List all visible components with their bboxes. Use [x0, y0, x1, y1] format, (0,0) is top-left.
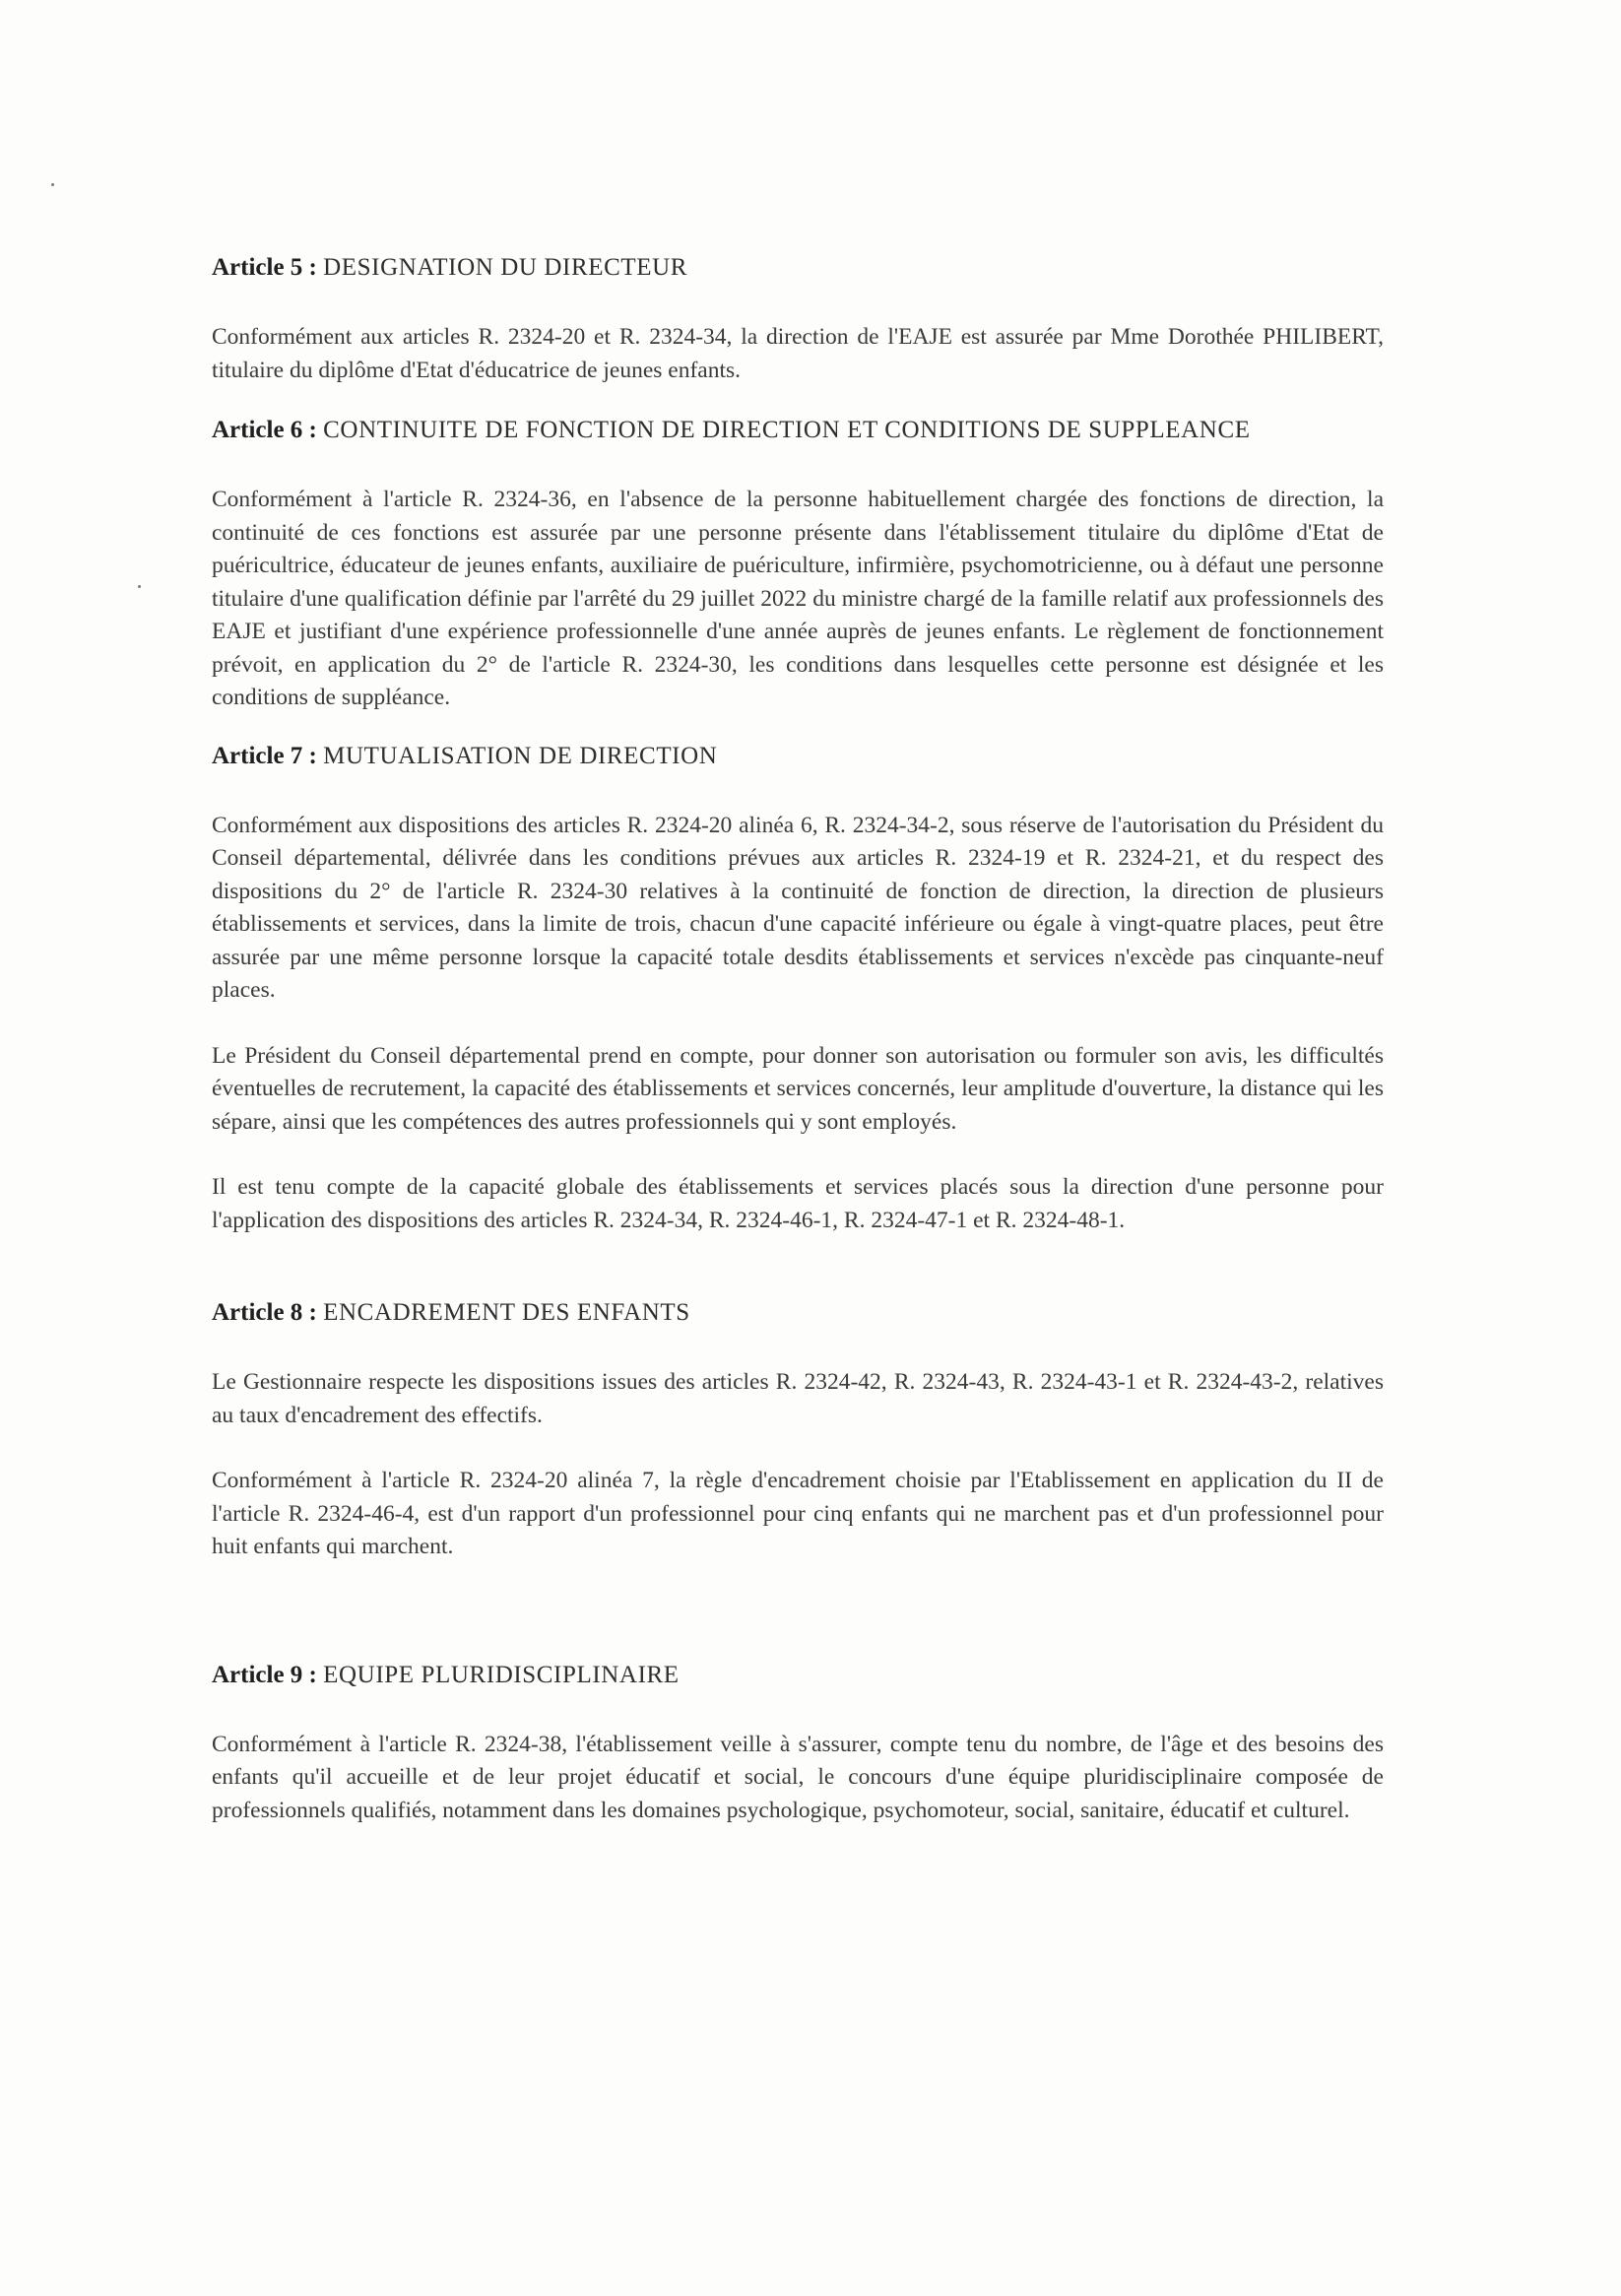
article-title: ENCADREMENT DES ENFANTS: [323, 1299, 690, 1326]
article-heading: [212, 251, 1384, 284]
article-7: [212, 740, 1384, 1238]
article-title: CONTINUITE DE FONCTION DE DIRECTION ET CONDITIONS DE SUPPLEANCE: [323, 417, 1251, 443]
article-number: Article 9 :: [212, 1661, 317, 1688]
article-number: Article 5 :: [212, 254, 317, 281]
article-6: [212, 414, 1384, 715]
article-heading: [212, 414, 1384, 446]
article-paragraph: Conformément aux dispositions des articles R. 2324-20 alinéa 6, R. 2324-34-2, sous réserve de l'autorisation du Président du Conseil départemental, délivrée dans les conditions prévues aux articles R. 2324-19 et R. 2324-21, et du respect des dispositions du 2° de l'article R. 2324-30 relatives à la continuité de fonction de direction, la direction de plusieurs établissements et services, dans la limite de trois, chacun d'une capacité inférieure ou égale à vingt-quatre places, peut être assurée par une même personne lorsque la capacité totale desdits établissements et services n'excède pas cinquante-neuf places.: [212, 812, 1384, 1003]
article-paragraph: Conformément aux articles R. 2324-20 et R. 2324-34, la direction de l'EAJE est assurée par Mme Dorothée PHILIBERT, titulaire du diplôme d'Etat d'éducatrice de jeunes enfants.: [212, 324, 1384, 383]
article-number: Article 7 :: [212, 742, 317, 769]
article-title: MUTUALISATION DE DIRECTION: [323, 742, 718, 769]
document-body: [212, 251, 1384, 1827]
article-8: [212, 1296, 1384, 1564]
article-9: [212, 1659, 1384, 1828]
article-paragraph: Conformément à l'article R. 2324-36, en l'absence de la personne habituellement chargée des fonctions de direction, la continuité de ces fonctions est assurée par une personne présente dans l'établissement titulaire du diplôme d'Etat de puéricultrice, éducateur de jeunes enfants, auxiliaire de puériculture, infirmière, psychomotricienne, ou à défaut une personne titulaire d'une qualification définie par l'arrêté du 29 juillet 2022 du ministre chargé de la famille relatif aux professionnels des EAJE et justifiant d'une expérience professionnelle d'une année auprès de jeunes enfants. Le règlement de fonctionnement prévoit, en application du 2° de l'article R. 2324-30, les conditions dans lesquelles cette personne est désignée et les conditions de suppléance.: [212, 487, 1384, 710]
article-title: DESIGNATION DU DIRECTEUR: [323, 254, 688, 281]
scan-speck: [51, 183, 54, 186]
scan-speck: [138, 585, 141, 588]
article-5: [212, 251, 1384, 387]
article-title: EQUIPE PLURIDISCIPLINAIRE: [323, 1661, 680, 1688]
article-heading: [212, 740, 1384, 772]
article-heading: [212, 1659, 1384, 1691]
article-paragraph: Le Gestionnaire respecte les dispositions issues des articles R. 2324-42, R. 2324-43, R. 2324-43-1 et R. 2324-43-2, relatives au taux d'encadrement des effectifs.: [212, 1369, 1384, 1428]
article-paragraph: Il est tenu compte de la capacité globale des établissements et services placés sous la direction d'une personne pour l'application des dispositions des articles R. 2324-34, R. 2324-46-1, R. 2324-47-1 et R. 2324-48-1.: [212, 1174, 1384, 1233]
article-number: Article 6 :: [212, 417, 317, 443]
article-heading: [212, 1296, 1384, 1329]
article-paragraph: Conformément à l'article R. 2324-38, l'établissement veille à s'assurer, compte tenu du nombre, de l'âge et des besoins des enfants qu'il accueille et de leur projet éducatif et social, le concours d'une équipe pluridisciplinaire composée de professionnels qualifiés, notamment dans les domaines psychologique, psychomoteur, social, sanitaire, éducatif et culturel.: [212, 1731, 1384, 1823]
article-paragraph: Conformément à l'article R. 2324-20 alinéa 7, la règle d'encadrement choisie par l'Etablissement en application du II de l'article R. 2324-46-4, est d'un rapport d'un professionnel pour cinq enfants qui ne marchent pas et d'un professionnel pour huit enfants qui marchent.: [212, 1468, 1384, 1559]
article-paragraph: Le Président du Conseil départemental prend en compte, pour donner son autorisation ou formuler son avis, les difficultés éventuelles de recrutement, la capacité des établissements et services concernés, leur amplitude d'ouverture, la distance qui les sépare, ainsi que les compétences des autres professionnels qui y sont employés.: [212, 1042, 1384, 1135]
article-number: Article 8 :: [212, 1299, 317, 1326]
